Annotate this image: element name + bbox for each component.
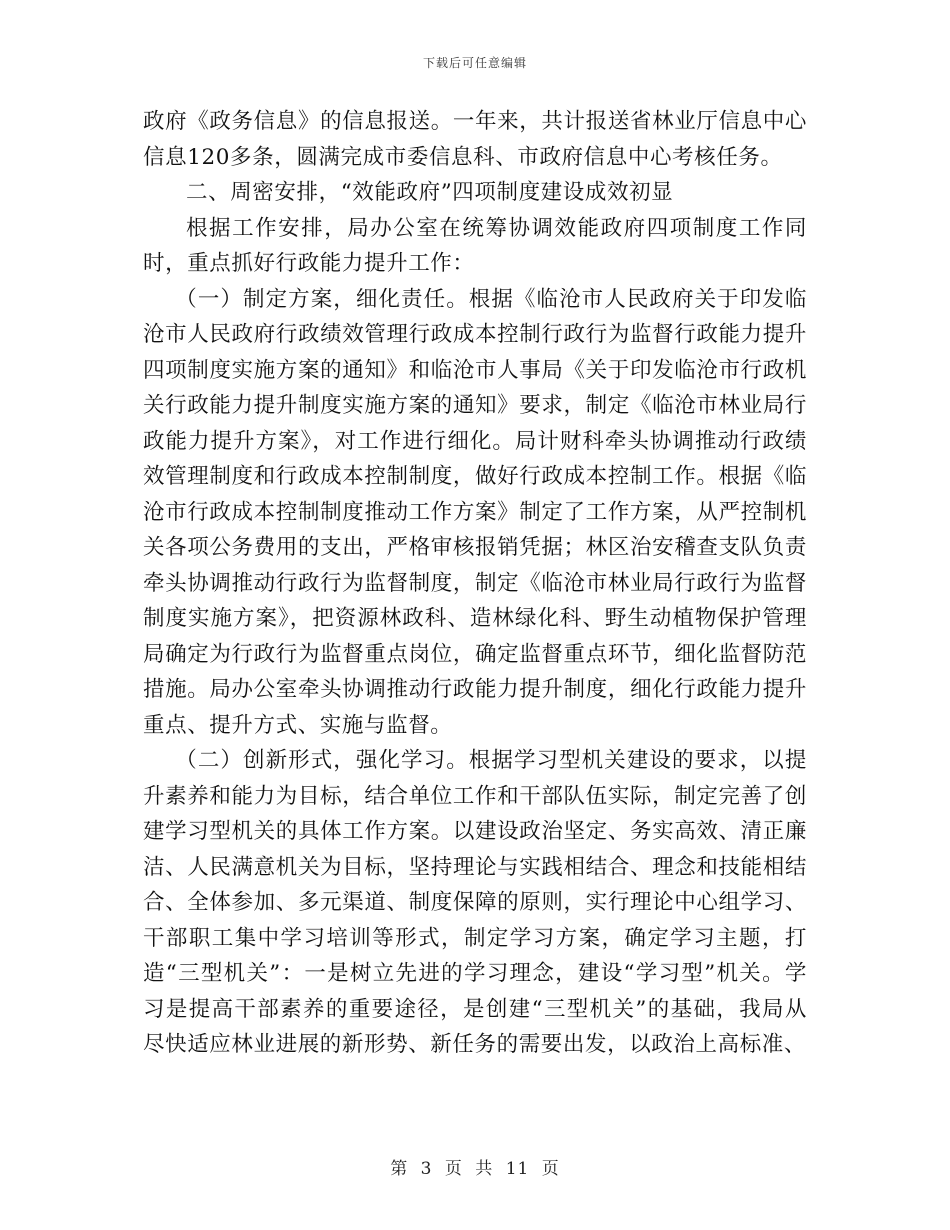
paragraph-continuation: 政府《政务信息》的信息报送。一年来，共计报送省林业厅信息中心信息120多条，圆满完成市委信息科、市政府信息中心考核任务。	[143, 109, 807, 170]
paragraph-item-1: （一）制定方案，细化责任。根据《临沧市人民政府关于印发临沧市人民政府行政绩效管理行政成本控制行政行为监督行政能力提升四项制度实施方案的通知》和临沧市人事局《关于印发临沧市行政机关行政能力提升制度实施方案的通知》要求，制定《临沧市林业局行政能力提升方案》，对工作进行细化。局计财科牵头协调推动行政绩效管理制度和行政成本控制制度，做好行政成本控制工作。根据《临沧市行政成本控制制度推动工作方案》制定了工作方案，从严控制机关各项公务费用的支出，严格审核报销凭据；林区治安稽查支队负责牵头协调推动行政行为监督制度，制定《临沧市林业局行政行为监督制度实施方案》，把资源林政科、造林绿化科、野生动植物保护管理局确定为行政行为监督重点岗位，确定监督重点环节，细化监督防范措施。局办公室牵头协调推动行政能力提升制度，细化行政能力提升重点、提升方式、实施与监督。	[143, 286, 807, 738]
section-heading: 二、周密安排，“效能政府”四项制度建设成效初显	[186, 180, 674, 205]
document-body	[143, 104, 807, 1063]
paragraph-intro: 根据工作安排，局办公室在统筹协调效能政府四项制度工作同时，重点抓好行政能力提升工作：	[143, 215, 807, 276]
page-number: 第 3 页 共 11 页	[390, 1159, 560, 1179]
page-header: 下载后可任意编辑	[422, 56, 527, 70]
paragraph-item-2: （二）创新形式，强化学习。根据学习型机关建设的要求，以提升素养和能力为目标，结合单位工作和干部队伍实际，制定完善了创建学习型机关的具体工作方案。以建设政治坚定、务实高效、清正廉洁、人民满意机关为目标，坚持理论与实践相结合、理念和技能相结合、全体参加、多元渠道、制度保障的原则，实行理论中心组学习、干部职工集中学习培训等形式，制定学习方案，确定学习主题，打造“三型机关”：一是树立先进的学习理念，建设“学习型”机关。学习是提高干部素养的重要途径，是创建“三型机关”的基础，我局从尽快适应林业进展的新形势、新任务的需要出发，以政治上高标准、	[143, 748, 807, 1057]
